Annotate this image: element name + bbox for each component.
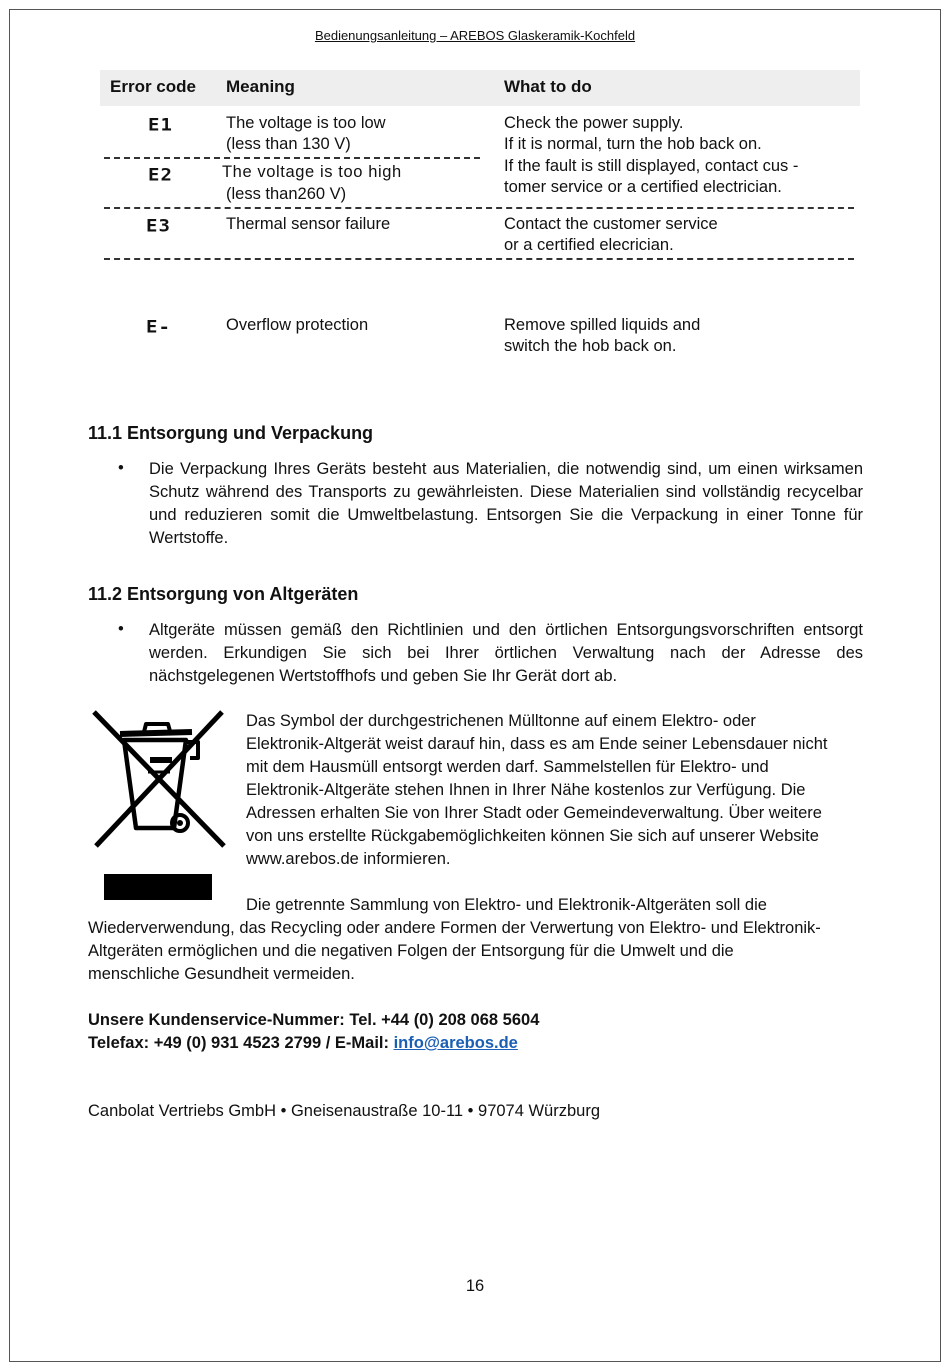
bullet-icon: • (118, 459, 124, 477)
fax-email-line (88, 1032, 518, 1055)
meaning-e2-line2: (less than260 V) (226, 185, 347, 203)
meaning-e1-line1: The voltage is too low (226, 114, 386, 132)
collection-line: Altgeräten ermöglichen und die negativen Folgen der Entsorgung für die Umwelt und die (88, 942, 734, 960)
packaging-paragraph: Die Verpackung Ihres Geräts besteht aus Materialien, die notwendig sind, um einen wirksamen Schutz während des Transports zu gewährleisten. Diese Materialien sind vollständig recycelbar und reduzieren somit die Umweltbelastung. Entsorgen Sie die Verpackung in einer Tonne für Wertstoffe. (149, 460, 863, 547)
collection-line: menschliche Gesundheit vermeiden. (88, 965, 355, 983)
customer-service-phone: Unsere Kundenservice-Nummer: Tel. +44 (0) 208 068 5604 (88, 1011, 540, 1029)
error-code-table (100, 70, 860, 355)
weee-line: Das Symbol der durchgestrichenen Mülltonne auf einem Elektro- oder (246, 712, 756, 730)
weee-paragraph (246, 710, 828, 871)
action-overflow-line2: switch the hob back on. (504, 337, 677, 355)
error-code-e2: E2 (148, 165, 173, 185)
meaning-overflow: Overflow protection (226, 316, 369, 334)
meaning-e3: Thermal sensor failure (226, 215, 391, 233)
running-header: Bedienungsanleitung – AREBOS Glaskeramik-Kochfeld (314, 28, 636, 43)
page-number: 16 (465, 1277, 485, 1295)
collection-line: Die getrennte Sammlung von Elektro- und Elektronik-Altgeräten soll die (246, 896, 767, 914)
error-code-e1: E1 (148, 115, 173, 135)
fax-text: Telefax: +49 (0) 931 4523 2799 / E-Mail: (88, 1034, 394, 1052)
row-divider (104, 207, 854, 209)
collection-line: Wiederverwendung, das Recycling oder andere Formen der Verwertung von Elektro- und Elektronik- (88, 919, 821, 937)
action-e1e2-line3: If the fault is still displayed, contact cus - (504, 157, 799, 175)
header-what-to-do: What to do (504, 77, 592, 96)
meaning-e1-line2: (less than 130 V) (226, 135, 351, 153)
action-e1e2-line2: If it is normal, turn the hob back on. (504, 135, 762, 153)
section-title-11-2: 11.2 Entsorgung von Altgeräten (88, 584, 359, 604)
weee-line: von uns erstellte Rückgabemöglichkeiten können Sie sich auf unserer Website (246, 827, 819, 845)
company-address: Canbolat Vertriebs GmbH • Gneisenaustraße 10-11 • 97074 Würzburg (88, 1102, 601, 1120)
row-divider (104, 157, 480, 159)
error-code-e3: E3 (146, 216, 171, 236)
weee-line: Elektronik-Altgerät weist darauf hin, dass es am Ende seiner Lebensdauer nicht (246, 735, 828, 753)
action-e1e2-line4: tomer service or a certified electrician. (504, 178, 782, 196)
email-link[interactable]: info@arebos.de (393, 1034, 518, 1052)
error-code-overflow: E- (146, 317, 171, 337)
section-title-11-1: 11.1 Entsorgung und Verpackung (88, 423, 374, 443)
table-header (100, 70, 860, 106)
weee-line: Elektronik-Altgeräte stehen Ihnen in Ihrer Nähe kostenlos zur Verfügung. Die (246, 781, 806, 799)
header-error-code: Error code (110, 77, 196, 96)
action-e3-line1: Contact the customer service (504, 215, 718, 233)
action-overflow-line1: Remove spilled liquids and (504, 316, 701, 334)
weee-line: www.arebos.de informieren. (246, 850, 451, 868)
weee-line: Adressen erhalten Sie von Ihrer Stadt oder Gemeindeverwaltung. Über weitere (246, 804, 822, 822)
disposal-paragraph: Altgeräte müssen gemäß den Richtlinien und den örtlichen Entsorgungsvorschriften entsorgt werden. Erkundigen Sie sich bei Ihrer örtlichen Verwaltung nach der Adresse des nächstgelegenen Wertstoffhofs und geben Sie Ihr Gerät dort ab. (149, 621, 863, 685)
bullet-icon: • (118, 620, 124, 638)
action-e3-line2: or a certified elecrician. (504, 236, 674, 254)
header-meaning: Meaning (226, 77, 295, 96)
weee-line: mit dem Hausmüll entsorgt werden darf. Sammelstellen für Elektro- und (246, 758, 769, 776)
row-divider (104, 258, 854, 260)
action-e1e2-line1: Check the power supply. (504, 114, 684, 132)
crossed-out-wheelie-bin-icon (90, 708, 228, 902)
meaning-e2-line1: The voltage is too high (222, 163, 402, 181)
